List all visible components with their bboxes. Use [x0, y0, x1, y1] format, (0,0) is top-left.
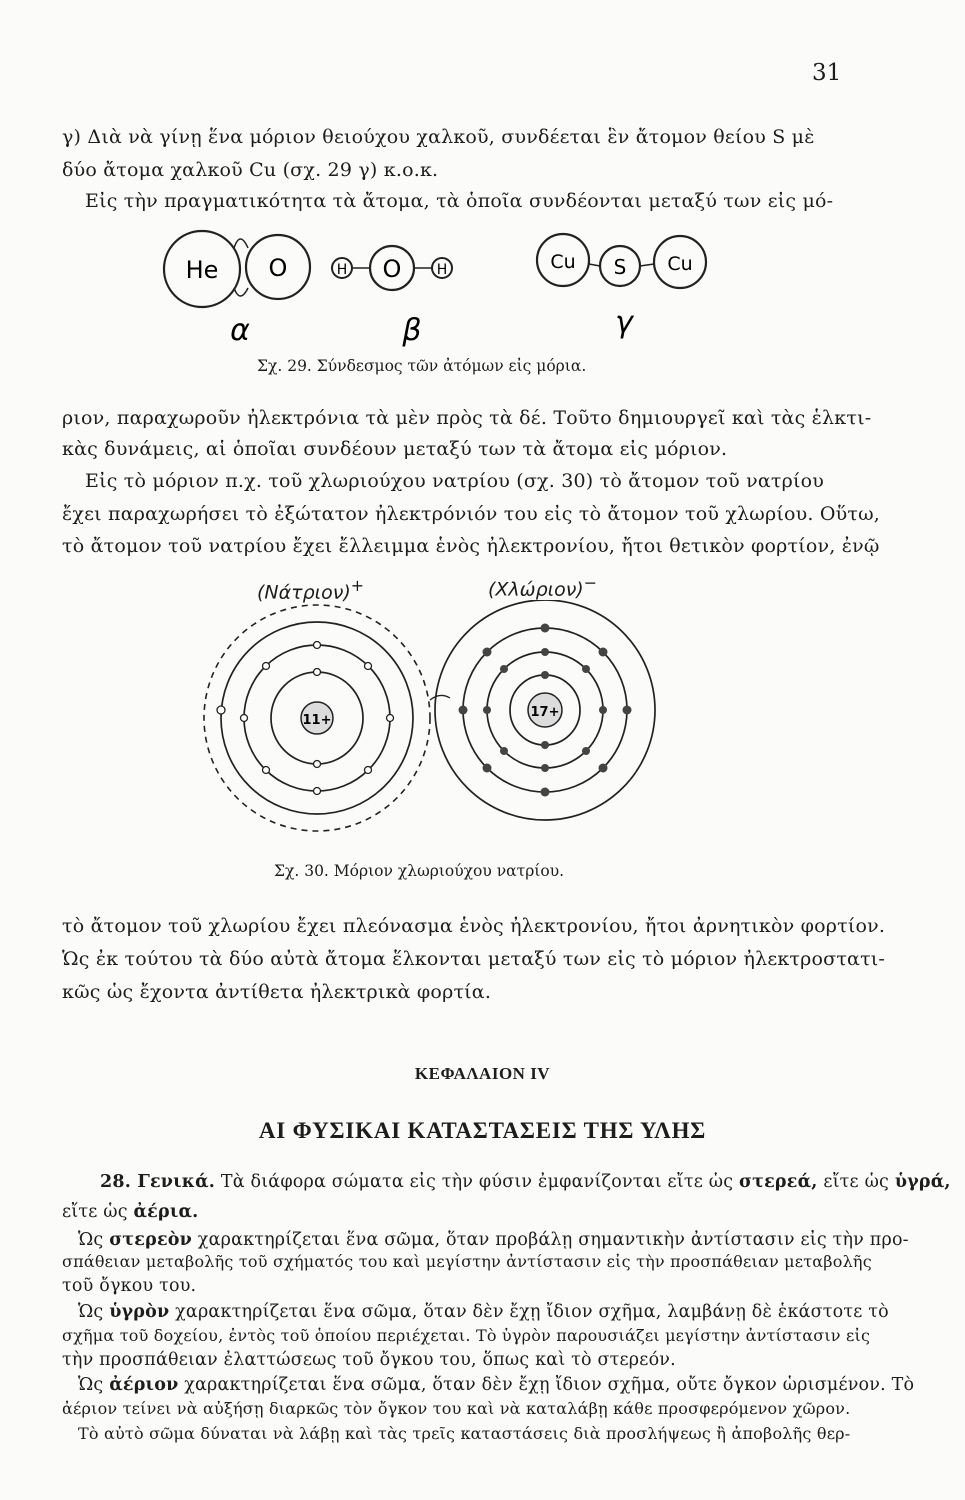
figure-29-caption: Σχ. 29. Σύνδεσμος τῶν ἀτόμων εἰς μόρια. — [257, 357, 587, 375]
atom-label: S — [613, 255, 627, 279]
sodium-atom — [204, 605, 430, 831]
figure-30 — [200, 600, 700, 845]
text-line: Εἰς τὴν πραγματικότητα τὰ ἄτομα, τὰ ὁποῖα συνδέονται μεταξύ των εἰς μό- — [85, 190, 834, 212]
gas-definition: Ὡς ἀέριον χαρακτηρίζεται ἕνα σῶμα, ὅταν δὲν ἔχῃ ἴδιον σχῆμα, οὔτε ὄγκον ὡρισμένον. Τὸ — [78, 1375, 915, 1395]
figure-30-caption: Σχ. 30. Μόριον χλωριούχου νατρίου. — [274, 862, 565, 880]
chapter-title: ΑΙ ΦΥΣΙΚΑΙ ΚΑΤΑΣΤΑΣΕΙΣ ΤΗΣ ΥΛΗΣ — [258, 1118, 707, 1143]
text-line: δύο ἄτομα χαλκοῦ Cu (σχ. 29 γ) κ.ο.κ. — [62, 159, 439, 181]
sodium-nucleus: 11+ — [302, 713, 332, 728]
atom-label: O — [268, 254, 288, 282]
figure-29 — [150, 222, 730, 347]
section-line: 28. Γενικά. Τὰ διάφορα σώματα εἰς τὴν φύσιν ἐμφανίζονται εἴτε ὡς στερεά, εἴτε ὡς ὑγρά, — [100, 1172, 951, 1192]
figure-label-a: α — [230, 313, 250, 347]
chlorine-atom — [435, 600, 655, 820]
chlorine-label: (Xλώριον)− — [488, 573, 597, 601]
atom-label: O — [382, 255, 402, 283]
text-line: ἀέριον τείνει νὰ αὐξήσῃ διαρκῶς τὸν ὄγκον του καὶ νὰ καταλάβῃ κάθε προσφερόμενον χῶρον. — [62, 1399, 851, 1418]
chlorine-charge: − — [583, 573, 597, 592]
text-line: Ὡς ἐκ τούτου τὰ δύο αὐτὰ ἄτομα ἕλκονται μεταξύ των εἰς τὸ μόριον ἠλεκτροστατι- — [62, 948, 886, 970]
atom-label: H — [336, 262, 348, 278]
molecule-c — [537, 234, 706, 288]
sodium-label: (Nάτριον)+ — [257, 576, 364, 604]
section-line: εἴτε ὡς ἀέρια. — [62, 1202, 199, 1222]
text-line: σχῆμα τοῦ δοχείου, ἐντὸς τοῦ ὁποίου περιέχεται. Τὸ ὑγρὸν παρουσιάζει μεγίστην ἀντίστασιν εἰς — [62, 1326, 871, 1345]
text-line: σπάθειαν μεταβολῆς τοῦ σχήματός του καὶ μεγίστην ἀντίστασιν εἰς τὴν προσπάθειαν μεταβολῆς — [62, 1252, 872, 1271]
text-line: ἔχει παραχωρήσει τὸ ἐξώτατον ἠλεκτρόνιόν του εἰς τὸ ἄτομον τοῦ χλωρίου. Οὕτω, — [62, 503, 881, 525]
text-line: ριον, παραχωροῦν ἠλεκτρόνια τὰ μὲν πρὸς τὰ δέ. Τοῦτο δημιουργεῖ καὶ τὰς ἑλκτι- — [62, 407, 872, 429]
page-number: 31 — [812, 60, 842, 86]
atom-label: Cu — [667, 253, 693, 275]
text-line: τοῦ ὄγκου του. — [62, 1276, 197, 1296]
figure-label-b: β — [402, 313, 422, 347]
chlorine-nucleus: 17+ — [530, 705, 560, 720]
atom-label: He — [185, 256, 219, 284]
text-line: τὸ ἄτομον τοῦ νατρίου ἔχει ἔλλειμμα ἑνὸς ἠλεκτρονίου, ἤτοι θετικὸν φορτίον, ἐνῷ — [62, 535, 880, 557]
text-line: τὴν προσπάθειαν ἐλαττώσεως τοῦ ὄγκου του, ὅπως καὶ τὸ στερεόν. — [62, 1350, 676, 1370]
liquid-definition: Ὡς ὑγρὸν χαρακτηρίζεται ἕνα σῶμα, ὅταν δὲν ἔχῃ ἴδιον σχῆμα, λαμβάνῃ δὲ ἑκάστοτε τὸ — [78, 1302, 889, 1322]
section-heading: 28. Γενικά. — [100, 1172, 216, 1192]
text-line: τὸ ἄτομον τοῦ χλωρίου ἔχει πλεόνασμα ἑνὸς ἠλεκτρονίου, ἤτοι ἀρνητικὸν φορτίον. — [62, 915, 886, 937]
molecule-a — [164, 231, 310, 307]
text-line: Εἰς τὸ μόριον π.χ. τοῦ χλωριούχου νατρίου (σχ. 30) τὸ ἄτομον τοῦ νατρίου — [85, 470, 825, 492]
chapter-label: ΚΕΦΑΛΑΙΟΝ IV — [414, 1064, 551, 1083]
text-line: γ) Διὰ νὰ γίνῃ ἕνα μόριον θειούχου χαλκοῦ, συνδέεται ἓν ἄτομον θείου S μὲ — [62, 126, 815, 148]
figure-label-c: γ — [615, 305, 633, 340]
text-line: Τὸ αὐτὸ σῶμα δύναται νὰ λάβῃ καὶ τὰς τρεῖς καταστάσεις διὰ προσλήψεως ἢ ἀποβολῆς θερ- — [78, 1424, 851, 1443]
atom-label: H — [436, 262, 448, 278]
solid-definition: Ὡς στερεὸν χαρακτηρίζεται ἕνα σῶμα, ὅταν προβάλῃ σημαντικὴν ἀντίστασιν εἰς τὴν προ- — [78, 1230, 909, 1250]
text-line: κὰς δυνάμεις, αἱ ὁποῖαι συνδέουν μεταξύ των τὰ ἄτομα εἰς μόριον. — [62, 438, 728, 460]
sodium-charge: + — [350, 576, 364, 595]
text-line: κῶς ὡς ἔχοντα ἀντίθετα ἠλεκτρικὰ φορτία. — [62, 981, 492, 1003]
molecule-b — [332, 246, 452, 290]
atom-label: Cu — [550, 251, 576, 273]
